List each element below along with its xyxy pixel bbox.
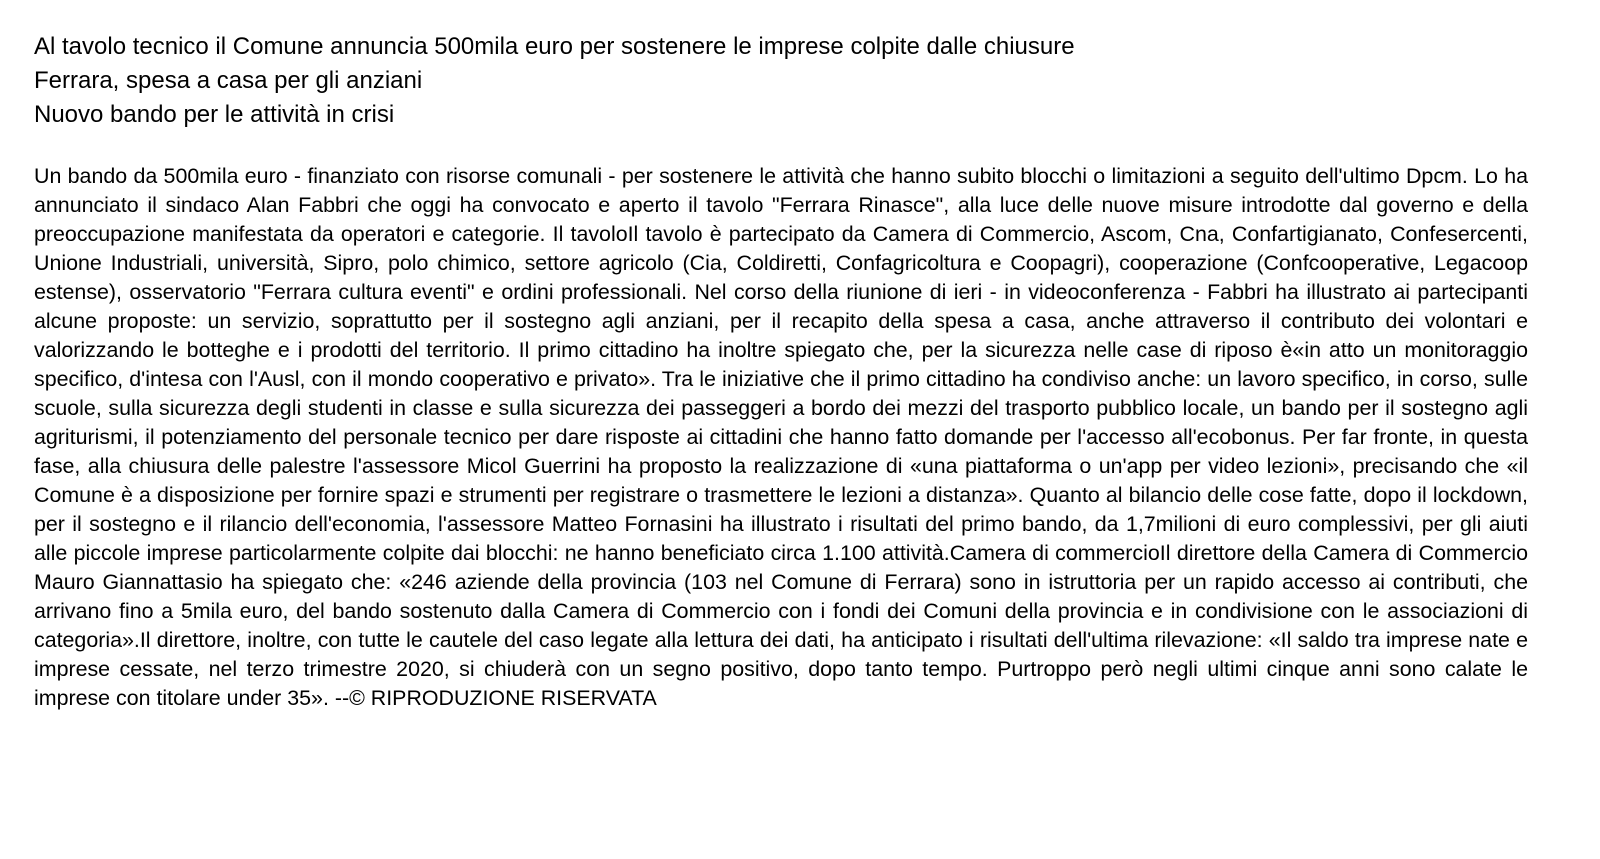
- headline-kicker: Al tavolo tecnico il Comune annuncia 500mila euro per sostenere le imprese colpite dalle chiusure: [34, 33, 1075, 60]
- article-body-text: Un bando da 500mila euro - finanziato con risorse comunali - per sostenere le attività che hanno subito blocchi o limitazioni a seguito dell'ultimo Dpcm. Lo ha annunciato il sindaco Alan Fabbri che oggi ha convocato e aperto il tavolo "Ferrara Rinasce", alla luce delle nuove misure introdotte dal governo e della preoccupazione manifestata da operatori e categorie. Il tavoloIl tavolo è partecipato da Camera di Commercio, Ascom, Cna, Confartigianato, Confesercenti, Unione Industriali, università, Sipro, polo chimico, settore agricolo (Cia, Coldiretti, Confagricoltura e Coopagri), cooperazione (Confcooperative, Legacoop estense), osservatorio "Ferrara cultura eventi" e ordini professionali. Nel corso della riunione di ieri - in videoconferenza - Fabbri ha illustrato ai partecipanti alcune proposte: un servizio, soprattutto per il sostegno agli anziani, per il recapito della spesa a casa, anche attraverso il contributo dei volontari e valorizzando le botteghe e i prodotti del territorio. Il primo cittadino ha inoltre spiegato che, per la sicurezza nelle case di riposo è«in atto un monitoraggio specifico, d'intesa con l'Ausl, con il mondo cooperativo e privato». Tra le iniziative che il primo cittadino ha condiviso anche: un lavoro specifico, in corso, sulle scuole, sulla sicurezza degli studenti in classe e sulla sicurezza dei passeggeri a bordo dei mezzi del trasporto pubblico locale, un bando per il sostegno agli agriturismi, il potenziamento del personale tecnico per dare risposte ai cittadini che hanno fatto domande per l'accesso all'ecobonus. Per far fronte, in questa fase, alla chiusura delle palestre l'assessore Micol Guerrini ha proposto la realizzazione di «una piattaforma o un'app per video lezioni», precisando che «il Comune è a disposizione per fornire spazi e strumenti per registrare o trasmettere le lezioni a distanza». Quanto al bilancio delle cose fatte, dopo il lockdown, per il sostegno e il rilancio dell'economia, l'assessore Matteo Fornasini ha illustrato i risultati del primo bando, da 1,7milioni di euro complessivi, per gli aiuti alle piccole imprese particolarmente colpite dai blocchi: ne hanno beneficiato circa 1.100 attività.Camera di commercioIl direttore della Camera di Commercio Mauro Giannattasio ha spiegato che: «246 aziende della provincia (103 nel Comune di Ferrara) sono in istruttoria per un rapido accesso ai contributi, che arrivano fino a 5mila euro, del bando sostenuto dalla Camera di Commercio con i fondi dei Comuni della provincia e in condivisione con le associazioni di categoria».Il direttore, inoltre, con tutte le cautele del caso legate alla lettura dei dati, ha anticipato i risultati dell'ultima rilevazione: «Il saldo tra imprese nate e imprese cessate, nel terzo trimestre 2020, si chiuderà con un segno positivo, dopo tanto tempo. Purtroppo però negli ultimi cinque anni sono calate le imprese con titolare under 35». --: [34, 164, 1528, 710]
- headline-block: [34, 30, 1528, 132]
- copyright-notice: © RIPRODUZIONE RISERVATA: [349, 686, 657, 710]
- headline-subtitle: Nuovo bando per le attività in crisi: [34, 101, 395, 128]
- article-body: [34, 162, 1528, 713]
- headline-title: Ferrara, spesa a casa per gli anziani: [34, 67, 423, 94]
- article: [34, 30, 1528, 713]
